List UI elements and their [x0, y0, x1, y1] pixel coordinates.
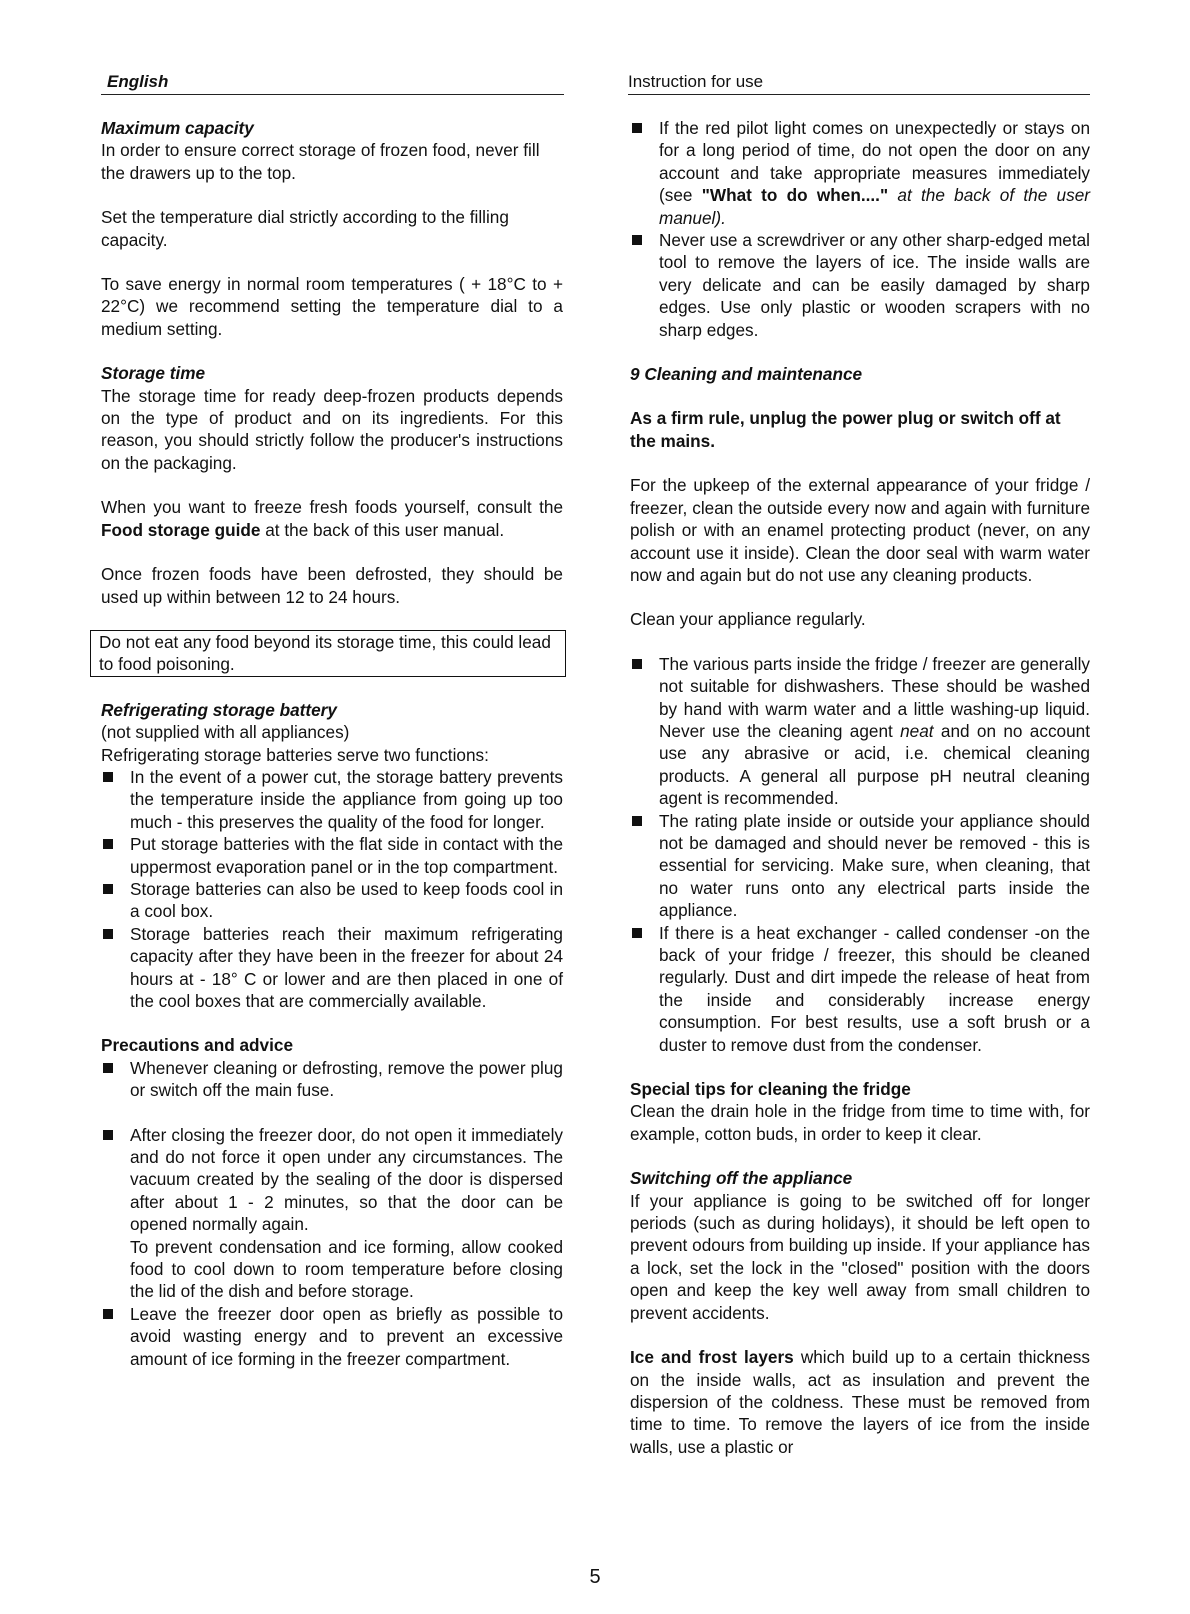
paragraph: In order to ensure correct storage of frozen food, never fill the drawers up to the top.: [101, 140, 540, 183]
list-item: Put storage batteries with the flat side in contact with the uppermost evaporation panel or in the top compartment.: [101, 833, 563, 878]
paragraph: [630, 1346, 1090, 1458]
text: To prevent condensation and ice forming, allow cooked food to cool down to room temperature before closing the lid of the dish and before storage.: [130, 1236, 563, 1302]
precautions-list-2: [101, 1124, 563, 1370]
paragraph: Set the temperature dial strictly according to the filling capacity.: [101, 207, 509, 250]
list-item: In the event of a power cut, the storage battery prevents the temperature inside the appliance from going up too much - this preserves the quality of the food for longer.: [101, 766, 563, 833]
heading-switching-off: Switching off the appliance: [630, 1168, 853, 1189]
right-column: [630, 117, 1090, 1458]
paragraph: Once frozen foods have been defrosted, they should be used up within between 12 to 24 hours.: [101, 564, 563, 607]
list-item: [630, 117, 1090, 229]
cleaning-rule: As a firm rule, unplug the power plug or switch off at the mains.: [630, 408, 1061, 451]
list-item: Whenever cleaning or defrosting, remove the power plug or switch off the main fuse.: [101, 1057, 563, 1102]
paragraph: To save energy in normal room temperatures ( + 18°C to + 22°C) we recommend setting the temperature dial to a medium setting.: [101, 274, 563, 339]
text: After closing the freezer door, do not open it immediately and do not force it open under any circumstances. The vacuum created by the sealing of the door is dispersed after about 1 - 2 minutes, so that the door can be opened normally again.: [130, 1124, 563, 1235]
cleaning-list: [630, 653, 1090, 1056]
paragraph: If your appliance is going to be switched off for longer periods (such as during holidays), it should be left open to prevent odours from building up inside. If your appliance has a lock, set the lock in the "closed" position with the doors open and keep the key well away from small children to prevent accidents.: [630, 1190, 1090, 1323]
text: If the red pilot light comes on unexpectedly or stays on for a long period of time, do not open the door on any account and take appropriate measures immediately (see: [659, 118, 1090, 206]
paragraph: For the upkeep of the external appearance of your fridge / freezer, clean the outside every now and again with furniture polish or with an enamel protecting product (never, on any account use it inside). Clean the door seal with warm water now and again but do not use any cleaning products.: [630, 475, 1090, 585]
text: The various parts inside the fridge / freezer are generally not suitable for dishwashers. These should be washed by hand with warm water and a little washing-up liquid. Never use the cleaning agent: [659, 653, 1090, 741]
heading-precautions: Precautions and advice: [101, 1035, 293, 1056]
battery-list: [101, 766, 563, 1012]
text-emphasis: Food storage guide: [101, 519, 261, 540]
text: and on no account use any abrasive or acid, i.e. chemical cleaning products. A general all purpose pH neutral cleaning agent is recommended.: [659, 720, 1090, 809]
paragraph: The storage time for ready deep-frozen products depends on the type of product and on its ingredients. For this reason, you should strictly follow the producer's instructions on the packaging.: [101, 385, 563, 473]
list-item: [101, 1124, 563, 1303]
list-item: [630, 653, 1090, 810]
list-item: Never use a screwdriver or any other sharp-edged metal tool to remove the layers of ice. The inside walls are very delicate and can be easily damaged by sharp edges. Use only plastic or wooden scrapers with no sharp edges.: [630, 229, 1090, 341]
precautions-list: [101, 1057, 563, 1102]
section-header-language: English: [101, 72, 564, 95]
text-emphasis: Ice and frost layers: [630, 1347, 794, 1368]
section-header-title: Instruction for use: [628, 72, 1090, 95]
text-emphasis: "What to do when....": [701, 185, 889, 206]
text: at the back of this user manual.: [265, 519, 505, 540]
paragraph: Refrigerating storage batteries serve two functions:: [101, 744, 489, 765]
list-item: Leave the freezer door open as briefly as possible to avoid wasting energy and to prevent an excessive amount of ice forming in the freezer compartment.: [101, 1303, 563, 1370]
paragraph: Clean your appliance regularly.: [630, 609, 866, 630]
text: When you want to freeze fresh foods yourself, consult the: [101, 497, 563, 518]
list-item: Storage batteries reach their maximum refrigerating capacity after they have been in the freezer for about 24 hours at - 18° C or lower and are then placed in one of the cool boxes that are commercially available.: [101, 923, 563, 1013]
list-item: Storage batteries can also be used to keep foods cool in a cool box.: [101, 878, 563, 923]
paragraph: (not supplied with all appliances): [101, 722, 350, 743]
left-column: [101, 117, 563, 1370]
paragraph: Clean the drain hole in the fridge from time to time with, for example, cotton buds, in order to keep it clear.: [630, 1101, 1090, 1144]
page-number: 5: [589, 1566, 601, 1588]
heading-maximum-capacity: Maximum capacity: [101, 118, 254, 138]
warning-text: Do not eat any food beyond its storage time, this could lead to food poisoning.: [99, 631, 551, 675]
warning-list: [630, 117, 1090, 341]
text: which build up to a certain thickness on the inside walls, act as insulation and prevent the dispersion of the coldness. These must be removed from time to time. To remove the layers of ice from the inside walls, use a plastic or: [630, 1347, 1090, 1457]
heading-cleaning: 9 Cleaning and maintenance: [630, 364, 863, 385]
heading-storage-battery: Refrigerating storage battery: [101, 699, 337, 720]
heading-special-tips: Special tips for cleaning the fridge: [630, 1079, 911, 1100]
list-item: If there is a heat exchanger - called condenser -on the back of your fridge / freezer, this should be cleaned regularly. Dust and dirt impede the release of heat from the inside and considerably increase energy consumption. For best results, use a soft brush or a duster to remove dust from the condenser.: [630, 922, 1090, 1056]
warning-box: [90, 630, 566, 677]
paragraph: [101, 496, 563, 541]
heading-storage-time: Storage time: [101, 363, 206, 384]
list-item: The rating plate inside or outside your appliance should not be damaged and should never be removed - this is essential for servicing. Make sure, when cleaning, that no water runs onto any electrical parts inside the appliance.: [630, 810, 1090, 922]
text: at the back of the user manuel).: [659, 185, 1090, 228]
text-emphasis: neat: [900, 720, 934, 741]
